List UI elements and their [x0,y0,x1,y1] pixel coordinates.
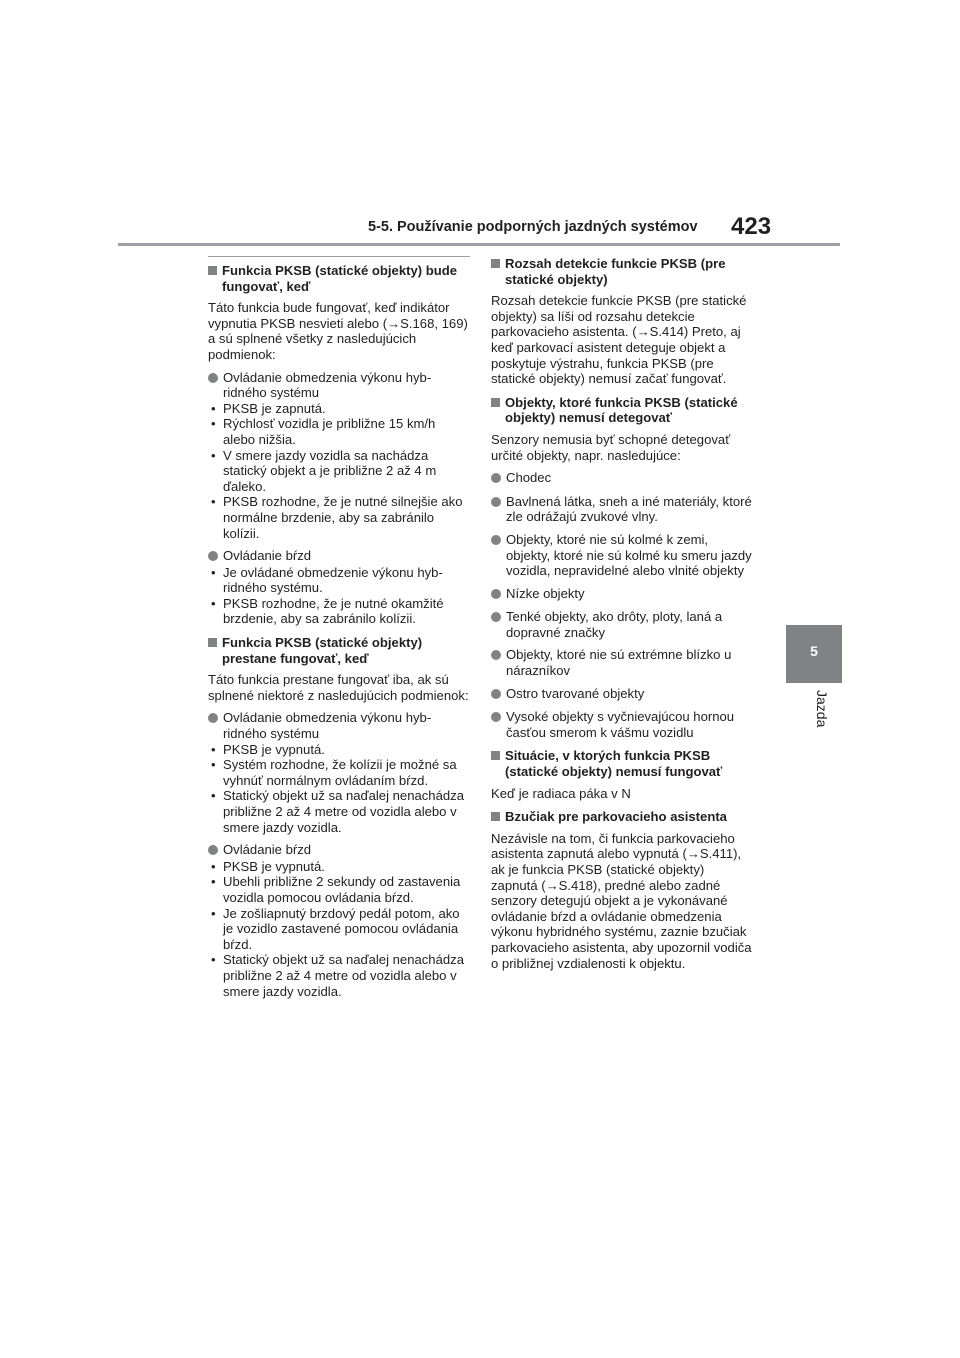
list-item: Tenké objekty, ako drôty, ploty, laná a dopravné značky [491,609,753,640]
section-heading: Rozsah detekcie funkcie PKSB (pre statické objekty) [491,256,753,287]
section-paragraph: Nezávisle na tom, či funkcia parkovacieho asistenta zapnutá alebo vypnutá (→S.411), ak je funkcia PKSB (statické objekty) zapnutá (→S.418), predné alebo zadné senzory detegujú objekt a je vykonávané ovládanie bŕzd a ovládanie obmedzenia výkonu hybridného systému, zaznie bzučiak parkovacieho asistenta, aby upozornil vodiča o približnej vzdialenosti k objektu. [491,830,752,971]
sub-list-item: • PKSB je vypnutá. [211,741,325,757]
square-bullet-icon [491,395,505,426]
section-paragraph: Táto funkcia prestane fungovať iba, ak sú splnené niektoré z nasledujúcich podmienok: [208,672,469,703]
section-paragraph: Rozsah detekcie funkcie PKSB (pre statické objekty) sa líši od rozsahu detekcie parkovacieho asistenta. (→S.414) Preto, aj keď parkovací asistent deteguje objekt a poskytuje výstrahu, funkcia PKSB (pre statické objekty) nemusí začať fungovať. [491,293,747,387]
list-item: Nízke objekty [491,586,753,603]
sub-list-item: • PKSB rozhodne, že je nutné silnejšie ako normálne brzdenie, aby sa zabránilo kolízii. [211,494,463,541]
section-heading: Bzučiak pre parkovacieho asistenta [491,809,753,825]
sub-list-item: • PKSB je vypnutá. [211,858,325,874]
section-paragraph: Táto funkcia bude fungovať, keď indikátor vypnutia PKSB nesvieti alebo (→S.168, 169) a sú splnené všetky z nasledujúcich podmienok: [208,300,468,362]
circle-bullet-icon [208,710,223,741]
right-column [491,256,753,979]
circle-bullet-icon [491,686,506,703]
square-bullet-icon [208,635,222,666]
sub-list-item: • Je ovládané obmedzenie výkonu hybridného systému. [211,564,443,596]
list-item: Ovládanie bŕzd [208,548,470,565]
section-paragraph: Keď je radiaca páka v N [491,785,631,801]
sub-list-item: • Statický objekt už sa naďalej nenachádza približne 2 až 4 metre od vozidla alebo v smere jazdy vozidla. [211,788,464,835]
circle-bullet-icon [208,842,223,859]
list-item: Vysoké objekty s vyčnievajúcou hornou časťou smerom k vášmu vozidlu [491,709,753,740]
square-bullet-icon [491,748,505,779]
section [491,809,753,971]
page-number: 423 [731,213,772,240]
circle-bullet-icon [491,709,506,740]
sub-list-item: • V smere jazdy vozidla sa nachádza statický objekt a je približne 2 až 4 m ďaleko. [211,447,437,494]
sub-list-item: • Statický objekt už sa naďalej nenachádza približne 2 až 4 metre od vozidla alebo v smere jazdy vozidla. [211,952,464,999]
section-heading: Funkcia PKSB (statické objekty) prestane fungovať, keď [208,635,470,666]
left-column [208,256,470,1007]
header-rule [118,243,840,246]
chapter-tab-name: Jazda [814,690,830,728]
square-bullet-icon [491,809,505,825]
section-heading: Situácie, v ktorých funkcia PKSB (statické objekty) nemusí fungovať [491,748,753,779]
list-item: Objekty, ktoré nie sú kolmé k zemi, objekty, ktoré nie sú kolmé ku smeru jazdy vozidla, nepravidelné alebo vlnité objekty [491,532,753,579]
sub-list-item: • Rýchlosť vozidla je približne 15 km/h alebo nižšia. [211,416,436,447]
section-paragraph: Senzory nemusia byť schopné detegovať určité objekty, napr. nasledujúce: [491,431,731,463]
section-heading: Funkcia PKSB (statické objekty) bude fungovať, keď [208,263,470,294]
section [491,748,753,801]
section [491,256,753,387]
column-top-rule [208,256,470,257]
section [208,263,470,627]
running-header-title: 5-5. Používanie podporných jazdných systémov [368,219,698,235]
circle-bullet-icon [491,494,506,525]
square-bullet-icon [208,263,222,294]
circle-bullet-icon [491,532,506,579]
sub-list-item: • Systém rozhodne, že kolízii je možné sa vyhnúť normálnym ovládaním bŕzd. [211,757,457,788]
sub-list-item: • PKSB je zapnutá. [211,400,326,416]
sub-list-item: • Je zošliapnutý brzdový pedál potom, ako je vozidlo zastavené pomocou ovládania bŕzd. [211,905,460,952]
sub-list-item: • Ubehli približne 2 sekundy od zastavenia vozidla pomocou ovládania bŕzd. [211,874,461,905]
list-item: Ostro tvarované objekty [491,686,753,703]
square-bullet-icon [491,256,505,287]
chapter-tab-number: 5 [810,643,818,659]
sub-list-item: • PKSB rozhodne, že je nutné okamžité brzdenie, aby sa zabránilo kolízii. [211,595,444,627]
list-item: Chodec [491,470,753,487]
list-item: Ovládanie obmedzenia výkonu hybridného systému [208,370,470,401]
circle-bullet-icon [491,586,506,603]
list-item: Ovládanie obmedzenia výkonu hybridného systému [208,710,470,741]
circle-bullet-icon [208,548,223,565]
list-item: Bavlnená látka, sneh a iné materiály, ktoré zle odrážajú zvukové vlny. [491,494,753,525]
list-item: Ovládanie bŕzd [208,842,470,859]
circle-bullet-icon [491,609,506,640]
section-heading: Objekty, ktoré funkcia PKSB (statické objekty) nemusí detegovať [491,395,753,426]
circle-bullet-icon [208,370,223,401]
list-item: Objekty, ktoré nie sú extrémne blízko u nárazníkov [491,647,753,678]
section [491,395,753,741]
section [208,635,470,999]
circle-bullet-icon [491,647,506,678]
circle-bullet-icon [491,470,506,487]
